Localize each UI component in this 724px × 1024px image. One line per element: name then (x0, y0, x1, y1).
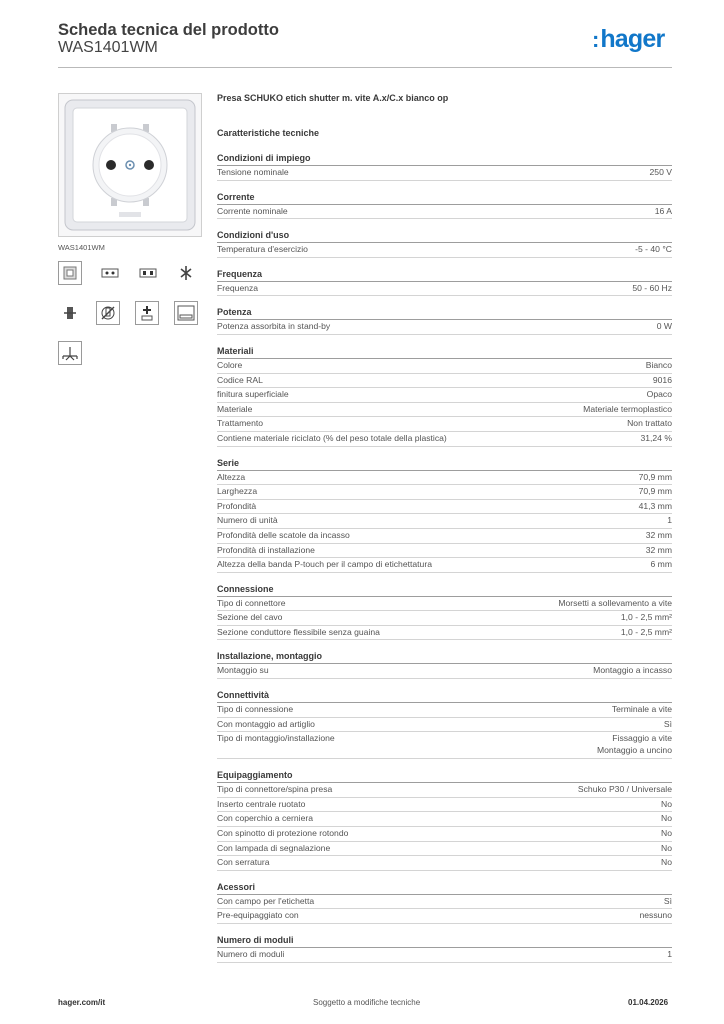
spec-row (217, 485, 672, 500)
spec-label: Profondità delle scatole da incasso (217, 529, 350, 540)
spec-value (664, 895, 672, 909)
spec-row (217, 417, 672, 432)
spec-section (217, 880, 672, 924)
spec-section (217, 933, 672, 963)
section-title: Numero di moduli (217, 933, 672, 948)
spec-value (667, 948, 672, 962)
screw-terminal-icon (174, 261, 198, 285)
section-title: Potenza (217, 305, 672, 320)
spec-value (558, 597, 672, 611)
spec-value-line: No (661, 857, 672, 868)
section-title: Condizioni di impiego (217, 151, 672, 166)
footer-date: 01.04.2026 (628, 998, 669, 1007)
spec-value-line: 70,9 mm (638, 486, 672, 497)
spec-value (621, 626, 672, 640)
spec-label: Tipo di montaggio/installazione (217, 733, 335, 744)
spec-row (217, 558, 672, 573)
spec-row (217, 909, 672, 924)
spec-section (217, 688, 672, 759)
spec-value-line: 6 mm (650, 559, 672, 570)
spec-value-line: nessuno (639, 910, 672, 921)
spec-label: Sezione conduttore flessibile senza guaina (217, 626, 380, 637)
section-title: Frequenza (217, 267, 672, 282)
label-field-icon (174, 301, 198, 325)
footer-notice: Soggetto a modifiche tecniche (313, 998, 421, 1007)
spec-value-line: No (661, 842, 672, 853)
spec-label: Profondità (217, 500, 257, 511)
spec-section (217, 768, 672, 871)
spec-value-line: No (661, 813, 672, 824)
spec-row (217, 664, 672, 679)
spec-value-line: 16 A (654, 205, 672, 216)
section-title: Serie (217, 456, 672, 471)
spec-row (217, 471, 672, 486)
spec-value-line: 0 W (656, 321, 672, 332)
spec-value (650, 166, 672, 180)
spec-section (217, 228, 672, 258)
spec-value-line: No (661, 798, 672, 809)
spec-label: Inserto centrale ruotato (217, 798, 306, 809)
spec-value (661, 856, 672, 870)
spec-value (635, 243, 672, 257)
spec-value (640, 909, 673, 923)
spec-value-line: Schuko P30 / Universale (577, 784, 672, 795)
section-title: Materiali (217, 344, 672, 359)
spec-label: Montaggio su (217, 665, 269, 676)
spec-label: Tipo di connettore/spina presa (217, 784, 333, 795)
spec-label: Con spinotto di protezione rotondo (217, 828, 349, 839)
section-title: Acessori (217, 880, 672, 895)
schuko-socket-icon (59, 94, 201, 236)
spec-value-line: 70,9 mm (638, 471, 672, 482)
spec-label: Potenza assorbita in stand-by (217, 321, 331, 332)
spec-section (217, 190, 672, 220)
spec-row (217, 611, 672, 626)
section-title: Corrente (217, 190, 672, 205)
spec-label: finitura superficiale (217, 389, 289, 400)
spec-label: Con lampada di segnalazione (217, 842, 331, 853)
image-caption: WAS1401WM (58, 243, 105, 252)
spec-value (661, 812, 672, 826)
spec-value (664, 718, 672, 732)
spec-value-line: Sì (663, 718, 672, 729)
spec-section (217, 267, 672, 297)
spec-value (667, 514, 672, 528)
plus-module-icon (135, 301, 159, 325)
spec-value-line: Bianco (645, 359, 672, 370)
spec-section (217, 305, 672, 335)
spec-row (217, 432, 672, 447)
brand-logo (592, 27, 664, 52)
spec-value-line: Opaco (646, 389, 672, 400)
spec-label: Con campo per l'etichetta (217, 895, 315, 906)
spec-row (217, 827, 672, 842)
page-title: Scheda tecnica del prodotto (58, 21, 279, 39)
spec-row (217, 703, 672, 718)
spec-value (597, 732, 672, 756)
spec-value (646, 544, 672, 558)
spec-label: Contiene materiale riciclato (% del peso totale della plastica) (217, 432, 447, 443)
footer-website: hager.com/it (58, 998, 106, 1007)
spec-label: Con montaggio ad artiglio (217, 718, 315, 729)
spec-row (217, 514, 672, 529)
section-title: Connessione (217, 582, 672, 597)
spec-label: Profondità di installazione (217, 544, 315, 555)
spec-value (661, 798, 672, 812)
spec-section (217, 649, 672, 679)
spec-row (217, 783, 672, 798)
spec-label: Pre-equipaggiato con (217, 910, 299, 921)
spec-section (217, 344, 672, 447)
spec-row (217, 842, 672, 857)
spec-label: Trattamento (217, 418, 264, 429)
spec-label: Tipo di connessione (217, 704, 294, 715)
spec-label: Tensione nominale (217, 167, 289, 177)
spec-value-line: 1,0 - 2,5 mm² (620, 626, 672, 637)
spec-value-line: Montaggio a uncino (596, 745, 672, 756)
spec-value (661, 842, 672, 856)
spec-section (217, 151, 672, 181)
spec-row (217, 359, 672, 374)
spec-value-line: 32 mm (645, 529, 672, 540)
spec-value (639, 485, 672, 499)
product-name: Presa SCHUKO etich shutter m. vite A.x/C.x bianco op (217, 93, 449, 103)
spec-value (657, 320, 672, 334)
spec-value-line: 31,24 % (640, 432, 672, 443)
spec-value (578, 783, 672, 797)
spec-label: Larghezza (217, 486, 258, 497)
brand-name: hager (600, 25, 665, 53)
spec-value (583, 403, 672, 417)
spec-label: Materiale (217, 403, 253, 414)
spec-label: Corrente nominale (217, 205, 288, 216)
ground-symbol-icon (58, 341, 82, 365)
spec-row (217, 626, 672, 641)
spec-row (217, 812, 672, 827)
spec-value-line: 1,0 - 2,5 mm² (620, 612, 672, 623)
spec-row (217, 529, 672, 544)
section-title: Condizioni d'uso (217, 228, 672, 243)
spec-value-line: No (661, 828, 672, 839)
spec-row (217, 544, 672, 559)
product-code-title: WAS1401WM (58, 39, 158, 56)
spec-row (217, 243, 672, 258)
spec-value-line: 1 (667, 949, 672, 959)
spec-value-line: 1 (667, 515, 672, 526)
double-socket-icon (98, 261, 122, 285)
spec-row (217, 732, 672, 759)
spec-value-line: Morsetti a sollevamento a vite (558, 597, 672, 608)
spec-label: Con coperchio a cerniera (217, 813, 314, 824)
spec-value-line: Terminale a vite (611, 704, 672, 715)
spec-label: Numero di unità (217, 515, 278, 526)
product-image (58, 93, 202, 237)
spec-value (627, 417, 672, 431)
spec-value (640, 432, 672, 446)
spec-label: Altezza della banda P-touch per il campo di etichettatura (217, 559, 432, 570)
spec-value (639, 471, 672, 485)
connector-icon (58, 301, 82, 325)
spec-value-line: Sì (663, 895, 672, 906)
spec-value-line: 41,3 mm (638, 500, 672, 511)
spec-row (217, 166, 672, 181)
spec-value-line: 32 mm (645, 544, 672, 555)
spec-value-line: Materiale termoplastico (583, 403, 672, 414)
spec-row (217, 500, 672, 515)
spec-row (217, 388, 672, 403)
spec-value (646, 359, 672, 373)
spec-value (621, 611, 672, 625)
spec-value (646, 529, 672, 543)
spec-row (217, 205, 672, 220)
section-title: Equipaggiamento (217, 768, 672, 783)
sheet-heading: Caratteristiche tecniche (217, 128, 320, 138)
spec-label: Tipo di connettore (217, 597, 286, 608)
section-title: Installazione, montaggio (217, 649, 672, 664)
spec-row (217, 895, 672, 910)
spec-value-line: Montaggio a incasso (593, 665, 672, 676)
spec-value-line: 50 - 60 Hz (632, 282, 672, 293)
spec-section (217, 582, 672, 641)
spec-row (217, 948, 672, 963)
spec-row (217, 718, 672, 733)
socket-pair-icon (136, 261, 160, 285)
header-divider (58, 67, 672, 68)
spec-label: Con serratura (217, 857, 270, 868)
spec-section (217, 456, 672, 573)
spec-label: Altezza (217, 471, 246, 482)
spec-content (217, 93, 672, 972)
spec-value-line: 250 V (649, 167, 672, 177)
spec-value (612, 703, 672, 717)
surface-mount-icon (58, 261, 82, 285)
spec-row (217, 282, 672, 297)
spec-value (647, 388, 672, 402)
spec-label: Sezione del cavo (217, 612, 283, 623)
spec-value-line: 9016 (652, 374, 672, 385)
spec-label: Codice RAL (217, 374, 263, 385)
spec-value (593, 664, 672, 678)
spec-sections (217, 151, 672, 963)
spec-value (632, 282, 672, 296)
spec-row (217, 597, 672, 612)
no-hand-icon (96, 301, 120, 325)
spec-value (651, 558, 672, 572)
logo-dots-icon: : (592, 27, 600, 52)
spec-value (655, 205, 672, 219)
spec-value-line: Fissaggio a vite (612, 733, 672, 744)
section-title: Connettività (217, 688, 672, 703)
spec-row (217, 798, 672, 813)
spec-row (217, 374, 672, 389)
spec-label: Frequenza (217, 282, 259, 293)
spec-value (653, 374, 672, 388)
spec-label: Colore (217, 359, 243, 370)
spec-label: Temperatura d'esercizio (217, 244, 308, 255)
spec-row (217, 856, 672, 871)
spec-row (217, 403, 672, 418)
spec-row (217, 320, 672, 335)
spec-label: Numero di moduli (217, 949, 285, 959)
spec-value-line: Non trattato (627, 418, 672, 429)
spec-value-line: -5 - 40 °C (635, 244, 672, 255)
spec-value (661, 827, 672, 841)
spec-value (639, 500, 672, 514)
